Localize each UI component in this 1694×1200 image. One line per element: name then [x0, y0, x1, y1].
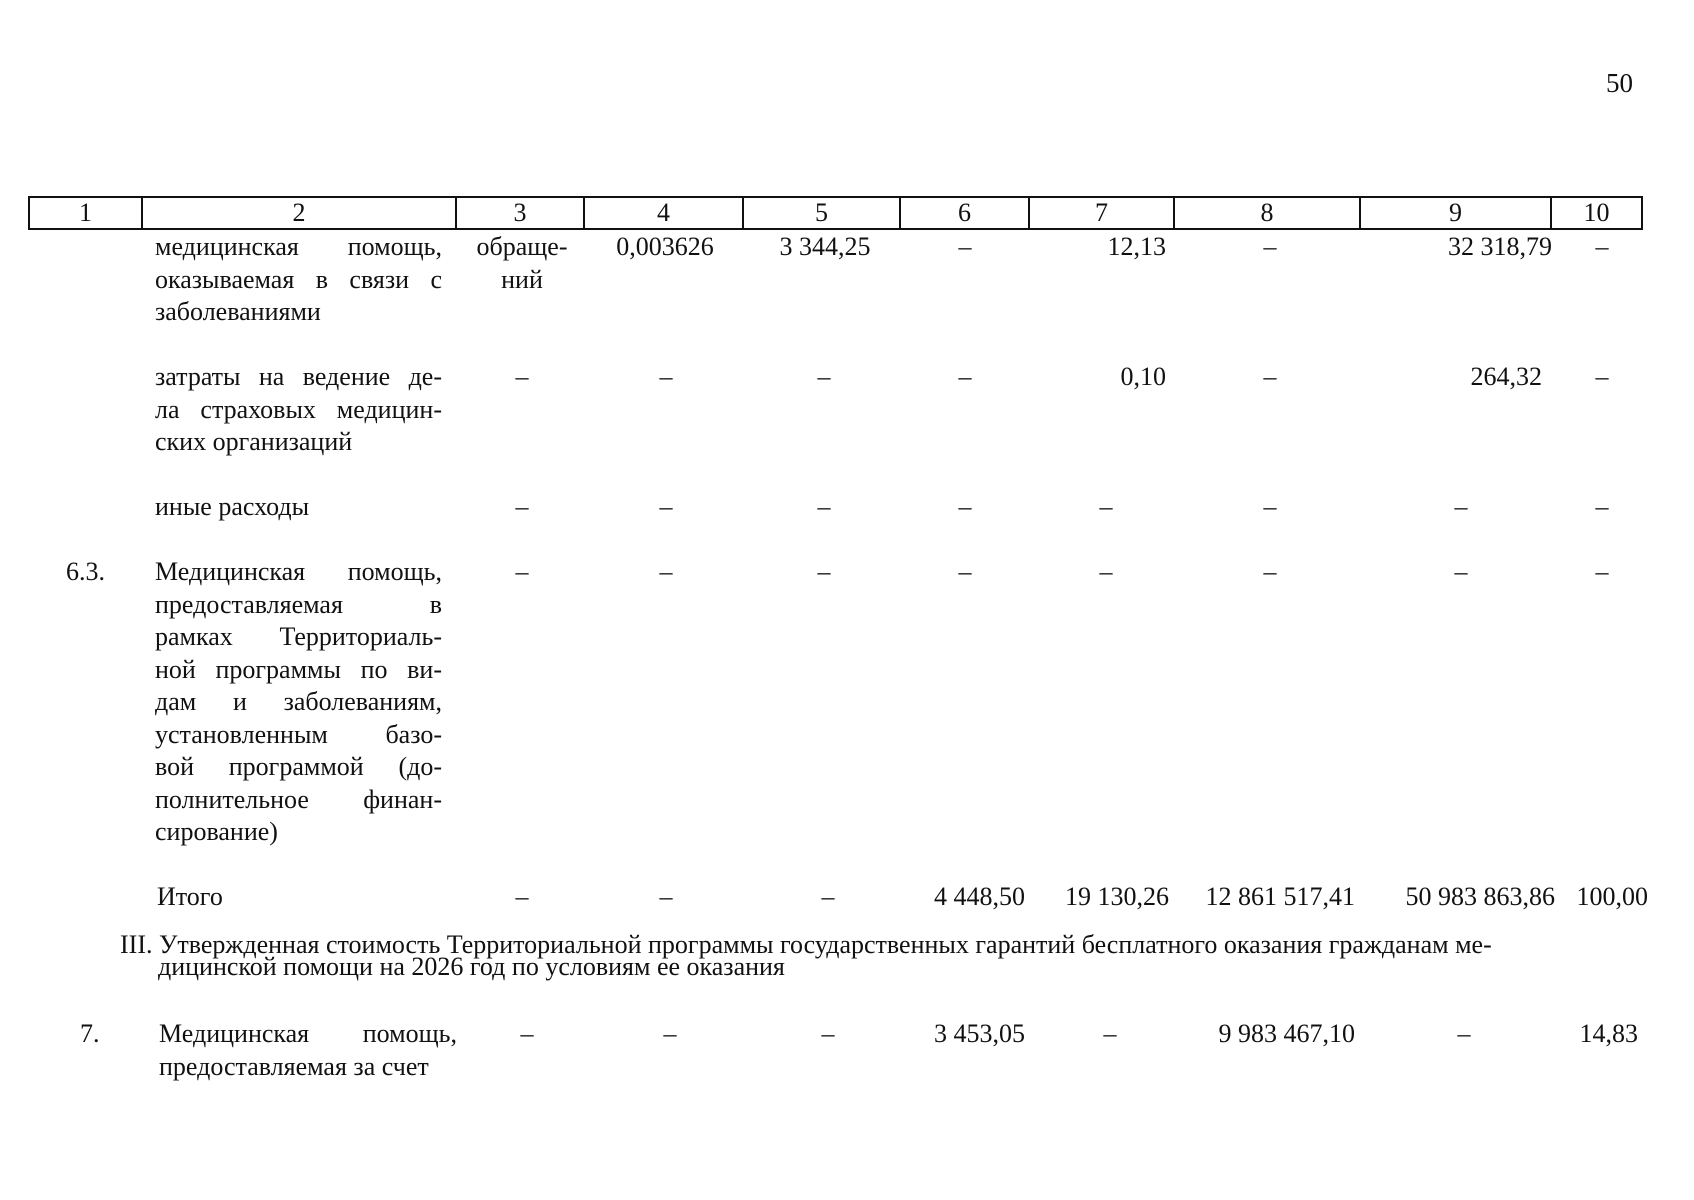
- header-col-5: 5: [743, 197, 900, 229]
- row-other-costs-name: иные расходы: [155, 492, 310, 521]
- row-admin-costs-col7: 0,10: [1120, 362, 1166, 391]
- row-7-name: [159, 1018, 457, 1083]
- row-6-3-name-line: рамках Территориаль-: [155, 622, 442, 651]
- row-admin-costs-col3: –: [515, 362, 529, 391]
- row-disease-care-col4: 0,003626: [616, 232, 714, 261]
- row-other-costs-col6: –: [958, 492, 972, 521]
- row-other-costs-col3: –: [515, 492, 529, 521]
- row-disease-care-col7: 12,13: [1107, 232, 1166, 261]
- section-heading-line: дицинской помощи на 2026 год по условиям ее оказания: [158, 952, 785, 981]
- row-7-number: 7.: [80, 1019, 100, 1048]
- row-disease-care-col9: 32 318,79: [1448, 232, 1552, 261]
- row-6-3-col3: –: [515, 557, 529, 586]
- row-admin-costs-col10: –: [1595, 362, 1609, 391]
- row-7-name-line: Медицинская помощь,: [159, 1019, 457, 1048]
- row-disease-care-name: [155, 231, 442, 329]
- header-col-10: 10: [1551, 197, 1642, 229]
- total-row-col8: 12 861 517,41: [1205, 882, 1355, 911]
- row-6-3-name-line: ной программы по ви-: [155, 654, 442, 684]
- row-disease-care-col6: –: [958, 232, 972, 261]
- row-6-3-name-line: дам и заболеваниям,: [155, 687, 442, 716]
- row-6-3-col6: –: [958, 557, 972, 586]
- row-admin-costs-name-line: ла страховых медицин-: [155, 394, 442, 424]
- row-6-3-name-line: установленным базо-: [155, 719, 442, 749]
- total-row-label: Итого: [157, 882, 223, 911]
- row-6-3-col10: –: [1595, 557, 1609, 586]
- row-disease-care-unit-line: ний: [501, 264, 543, 294]
- row-admin-costs-col6: –: [958, 362, 972, 391]
- header-col-2: 2: [142, 197, 456, 229]
- row-6-3-col5: –: [817, 557, 831, 586]
- row-7-col3: –: [520, 1019, 534, 1048]
- row-6-3-name-line: предоставляемая в: [155, 589, 442, 619]
- header-col-3: 3: [456, 197, 584, 229]
- total-row-col5: –: [821, 882, 835, 911]
- row-disease-care-col8: –: [1263, 232, 1277, 261]
- total-row-col3: –: [515, 882, 529, 911]
- total-row-col6: 4 448,50: [934, 882, 1025, 911]
- header-col-9: 9: [1360, 197, 1551, 229]
- row-6-3-name-line: Медицинская помощь,: [155, 557, 442, 586]
- row-disease-care-name-line: оказываемая в связи с: [155, 264, 442, 294]
- total-row-col10: 100,00: [1576, 882, 1648, 911]
- row-6-3-number: 6.3.: [66, 557, 105, 586]
- row-6-3-col4: –: [659, 557, 673, 586]
- row-6-3-name-line: сирование): [155, 817, 278, 846]
- row-other-costs-col5: –: [817, 492, 831, 521]
- total-row-col9: 50 983 863,86: [1405, 882, 1555, 911]
- row-6-3-col7: –: [1099, 557, 1113, 586]
- header-col-4: 4: [584, 197, 743, 229]
- row-6-3-name-line: полнительное финан-: [155, 784, 442, 814]
- column-number-header: [28, 196, 1643, 230]
- row-disease-care-name-line: медицинская помощь,: [155, 232, 442, 261]
- row-disease-care-unit-line: обраще-: [476, 232, 568, 261]
- row-disease-care-col10: –: [1595, 232, 1609, 261]
- row-disease-care-name-line: заболеваниями: [155, 297, 321, 326]
- row-6-3-name-line: вой программой (до-: [155, 752, 442, 781]
- row-7-col10: 14,83: [1579, 1019, 1638, 1048]
- row-other-costs-col4: –: [659, 492, 673, 521]
- row-admin-costs-col4: –: [659, 362, 673, 391]
- row-admin-costs-col8: –: [1263, 362, 1277, 391]
- total-row-col7: 19 130,26: [1065, 882, 1169, 911]
- row-other-costs-col9: –: [1454, 492, 1468, 521]
- row-admin-costs-col9: 264,32: [1470, 362, 1542, 391]
- page-number: 50: [1606, 68, 1633, 98]
- row-6-3-col8: –: [1263, 557, 1277, 586]
- row-7-col7: –: [1103, 1019, 1117, 1048]
- header-col-7: 7: [1029, 197, 1174, 229]
- header-col-6: 6: [900, 197, 1029, 229]
- row-7-col4: –: [663, 1019, 677, 1048]
- row-7-col8: 9 983 467,10: [1218, 1019, 1355, 1048]
- row-admin-costs-col5: –: [817, 362, 831, 391]
- row-other-costs-col8: –: [1263, 492, 1277, 521]
- row-other-costs-col7: –: [1099, 492, 1113, 521]
- row-7-col5: –: [821, 1019, 835, 1048]
- row-other-costs-col10: –: [1595, 492, 1609, 521]
- header-col-8: 8: [1174, 197, 1360, 229]
- total-row-col4: –: [659, 882, 673, 911]
- section-heading-iii: [120, 930, 1646, 981]
- row-6-3-name: [155, 556, 442, 849]
- row-admin-costs-name-line: ских организаций: [155, 427, 353, 456]
- section-heading-line: III. Утвержденная стоимость Территориальной программы государственных гарантий бесплатного оказания гражданам ме-: [120, 930, 1492, 959]
- row-disease-care-unit: [462, 231, 582, 296]
- row-7-name-line: предоставляемая за счет: [159, 1051, 429, 1081]
- row-admin-costs-name: [155, 361, 442, 459]
- header-col-1: 1: [29, 197, 142, 229]
- row-disease-care-col5: 3 344,25: [779, 232, 871, 261]
- row-7-col6: 3 453,05: [934, 1019, 1025, 1048]
- row-6-3-col9: –: [1454, 557, 1468, 586]
- row-admin-costs-name-line: затраты на ведение де-: [155, 362, 442, 391]
- row-7-col9: –: [1457, 1019, 1471, 1048]
